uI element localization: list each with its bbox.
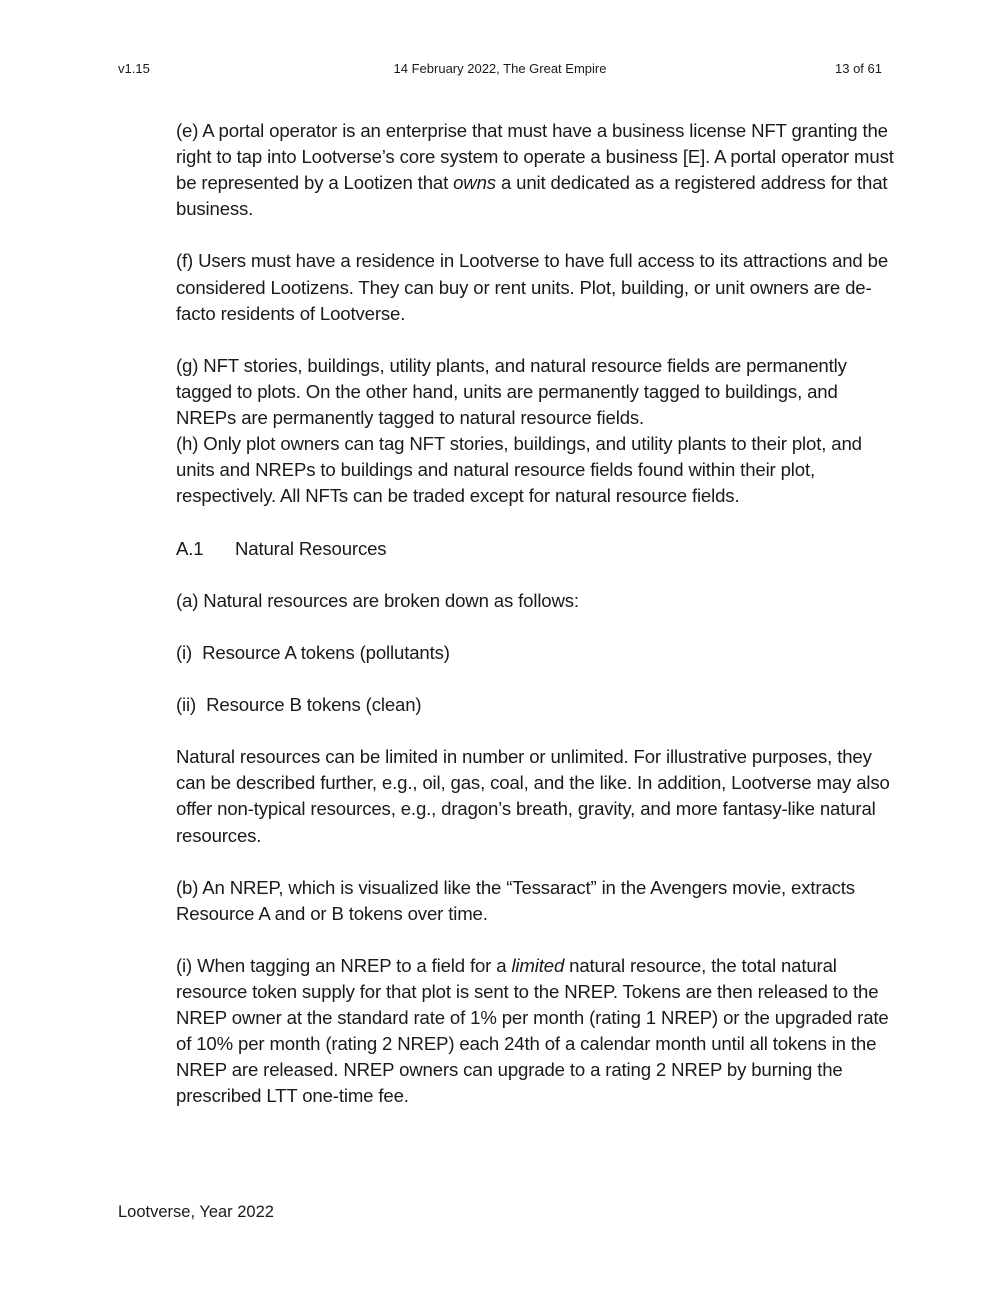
paragraph-a: (a) Natural resources are broken down as follows:: [176, 589, 579, 611]
paragraph-e: [176, 118, 896, 222]
paragraph-e-text-1: (e) A portal operator is an enterprise that must have a business license NFT granting the right to tap into Lootverse’s core system to operate a business [E]. A portal operator must be represented by a Lootizen that: [176, 120, 894, 194]
list-marker-i: (i): [176, 641, 193, 663]
document-body: [176, 118, 896, 1136]
list-text-i: Resource A tokens (pollutants): [202, 641, 450, 663]
paragraph-b-i-text-1: (i) When tagging an NREP to a field for a: [176, 955, 512, 976]
paragraph-b-i-emphasis: limited: [511, 955, 565, 976]
paragraph-g: (g) NFT stories, buildings, utility plants, and natural resource fields are permanently tagged to plots. On the other hand, units are permanently tagged to buildings, and NREPs are permanently tagged to natural resource fields.: [176, 354, 847, 429]
list-marker-ii: (ii): [176, 694, 197, 716]
list-text-ii: Resource B tokens (clean): [206, 694, 422, 716]
paragraph-e-text-2: a unit dedicated as a registered address for that business.: [176, 172, 888, 220]
list-item-a-i: [176, 640, 896, 666]
page-footer: Lootverse, Year 2022: [118, 1203, 274, 1221]
paragraph-h: (h) Only plot owners can tag NFT stories, buildings, and utility plants to their plot, and units and NREPs to buildings and natural resource fields found within their plot, respectively. All NFTs can be traded except for natural resource fields.: [176, 433, 862, 507]
paragraph-f: (f) Users must have a residence in Lootverse to have full access to its attractions and be considered Lootizens. They can buy or rent units. Plot, building, or unit owners are de-facto residents of Lootverse.: [176, 250, 889, 324]
paragraph-b: (b) An NREP, which is visualized like the “Tessaract” in the Avengers movie, extracts Resource A and or B tokens over time.: [176, 876, 855, 924]
section-heading: [176, 536, 896, 562]
list-item-a-ii: [176, 692, 896, 718]
section-title: Natural Resources: [235, 537, 387, 559]
paragraph-b-i: [176, 953, 896, 1110]
version-label: v1.15: [118, 61, 150, 76]
paragraph-e-emphasis: owns: [453, 172, 496, 194]
page-number: 13 of 61: [835, 61, 882, 76]
paragraph-natural-resources-note: Natural resources can be limited in number or unlimited. For illustrative purposes, they can be described further, e.g., oil, gas, coal, and the like. In addition, Lootverse may also offer non-typical resources, e.g., dragon’s breath, gravity, and more fantasy-like natural resources.: [176, 746, 890, 846]
header-date-title: 14 February 2022, The Great Empire: [393, 61, 607, 76]
paragraph-b-i-text-2: natural resource, the total natural resource token supply for that plot is sent to the NREP. Tokens are then released to the NREP owner at the standard rate of 1% per month (rating 1 NREP) or the upgraded rate of 10% per month (rating 2 NREP) each 24th of a calendar month until all tokens in the NREP are released. NREP owners can upgrade to a rating 2 NREP by burning the prescribed LTT one-time fee.: [176, 955, 889, 1107]
section-number: A.1: [176, 537, 204, 559]
page-header: [118, 60, 882, 78]
